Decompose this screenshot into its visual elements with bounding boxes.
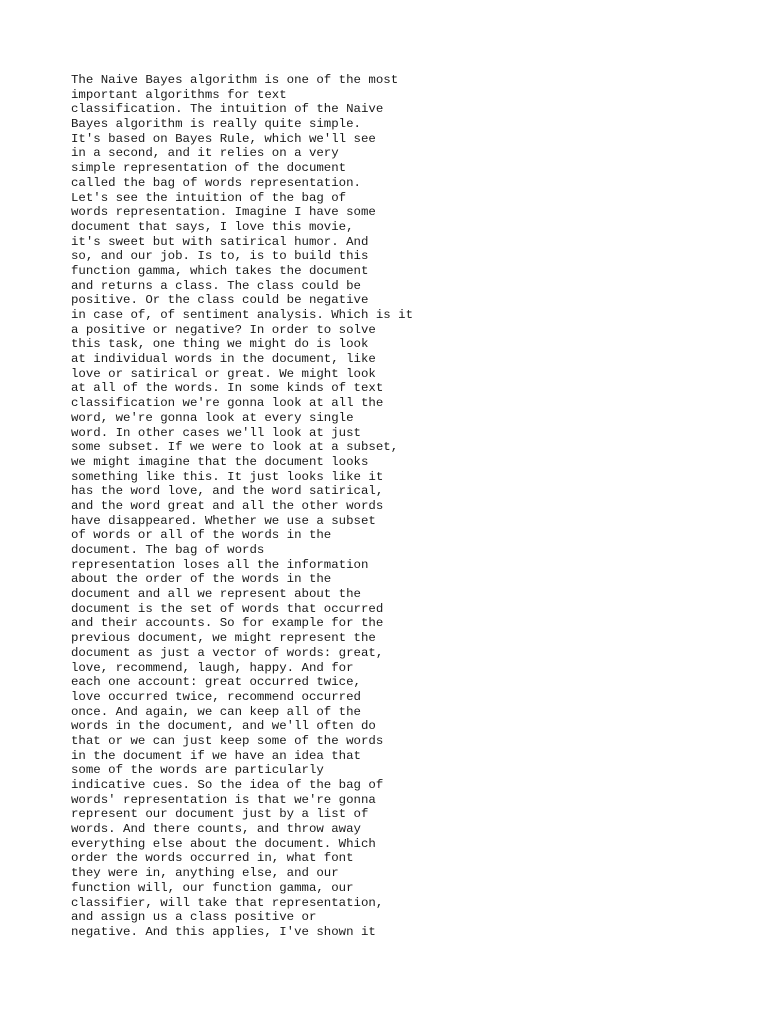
text-line: represent our document just by a list of	[71, 807, 369, 822]
text-line: positive. Or the class could be negative	[71, 293, 369, 308]
text-line: love or satirical or great. We might look	[71, 366, 376, 381]
text-line: has the word love, and the word satirical,	[71, 484, 384, 499]
text-line: some of the words are particularly	[71, 763, 324, 778]
text-line: word, we're gonna look at every single	[71, 410, 354, 425]
text-line: this task, one thing we might do is look	[71, 337, 369, 352]
text-line: document that says, I love this movie,	[71, 219, 354, 234]
text-line: called the bag of words representation.	[71, 175, 361, 190]
text-line: so, and our job. Is to, is to build this	[71, 249, 369, 264]
text-line: once. And again, we can keep all of the	[71, 704, 361, 719]
text-line: document and all we represent about the	[71, 587, 361, 602]
text-line: Let's see the intuition of the bag of	[71, 190, 347, 205]
text-line: at individual words in the document, like	[71, 352, 376, 367]
text-line: document. The bag of words	[71, 543, 265, 557]
text-line: document as just a vector of words: great,	[71, 645, 384, 660]
text-line: previous document, we might represent the	[71, 631, 376, 646]
text-line: we might imagine that the document looks	[71, 454, 369, 469]
text-line: function will, our function gamma, our	[71, 880, 354, 895]
text-line: Bayes algorithm is really quite simple.	[71, 117, 361, 132]
text-line: of words or all of the words in the	[71, 528, 332, 543]
text-line: in case of, of sentiment analysis. Which is it	[71, 308, 414, 322]
text-line: negative. And this applies, I've shown it	[71, 924, 376, 939]
text-line: everything else about the document. Which	[71, 836, 376, 851]
text-line: it's sweet but with satirical humor. And	[71, 234, 369, 249]
text-line: have disappeared. Whether we use a subset	[71, 513, 376, 528]
text-line: classifier, will take that representation,	[71, 895, 384, 910]
text-line: and assign us a class positive or	[71, 910, 317, 925]
text-line: representation loses all the information	[71, 557, 369, 572]
text-line: order the words occurred in, what font	[71, 851, 354, 866]
text-line: document is the set of words that occurred	[71, 601, 384, 616]
text-line: about the order of the words in the	[71, 572, 332, 587]
text-line: classification we're gonna look at all the	[71, 396, 384, 411]
text-line: love, recommend, laugh, happy. And for	[71, 660, 354, 675]
text-line: It's based on Bayes Rule, which we'll see	[71, 131, 376, 146]
text-line: function gamma, which takes the document	[71, 263, 369, 278]
text-line: important algorithms for text	[71, 87, 287, 102]
text-line: they were in, anything else, and our	[71, 866, 339, 881]
transcript-text	[71, 73, 731, 940]
text-line: indicative cues. So the idea of the bag of	[71, 778, 384, 792]
text-line: in a second, and it relies on a very	[71, 146, 339, 161]
text-line: something like this. It just looks like it	[71, 469, 384, 484]
text-line: The Naive Bayes algorithm is one of the most	[71, 73, 399, 87]
text-line: words representation. Imagine I have some	[71, 205, 376, 220]
text-line: a positive or negative? In order to solve	[71, 322, 376, 337]
text-line: words. And there counts, and throw away	[71, 822, 361, 837]
text-line: and returns a class. The class could be	[71, 278, 361, 293]
text-line: in the document if we have an idea that	[71, 748, 361, 763]
text-line: words' representation is that we're gonna	[71, 792, 376, 807]
text-line: words in the document, and we'll often do	[71, 719, 376, 734]
text-line: and the word great and all the other words	[71, 498, 384, 513]
text-line: and their accounts. So for example for the	[71, 616, 384, 631]
text-line: that or we can just keep some of the words	[71, 733, 384, 748]
text-line: word. In other cases we'll look at just	[71, 425, 361, 440]
text-line: each one account: great occurred twice,	[71, 675, 361, 690]
text-line: classification. The intuition of the Naive	[71, 102, 384, 117]
text-line: love occurred twice, recommend occurred	[71, 689, 361, 704]
text-line: simple representation of the document	[71, 161, 347, 176]
text-line: some subset. If we were to look at a subset,	[71, 440, 399, 455]
text-line: at all of the words. In some kinds of text	[71, 381, 384, 396]
